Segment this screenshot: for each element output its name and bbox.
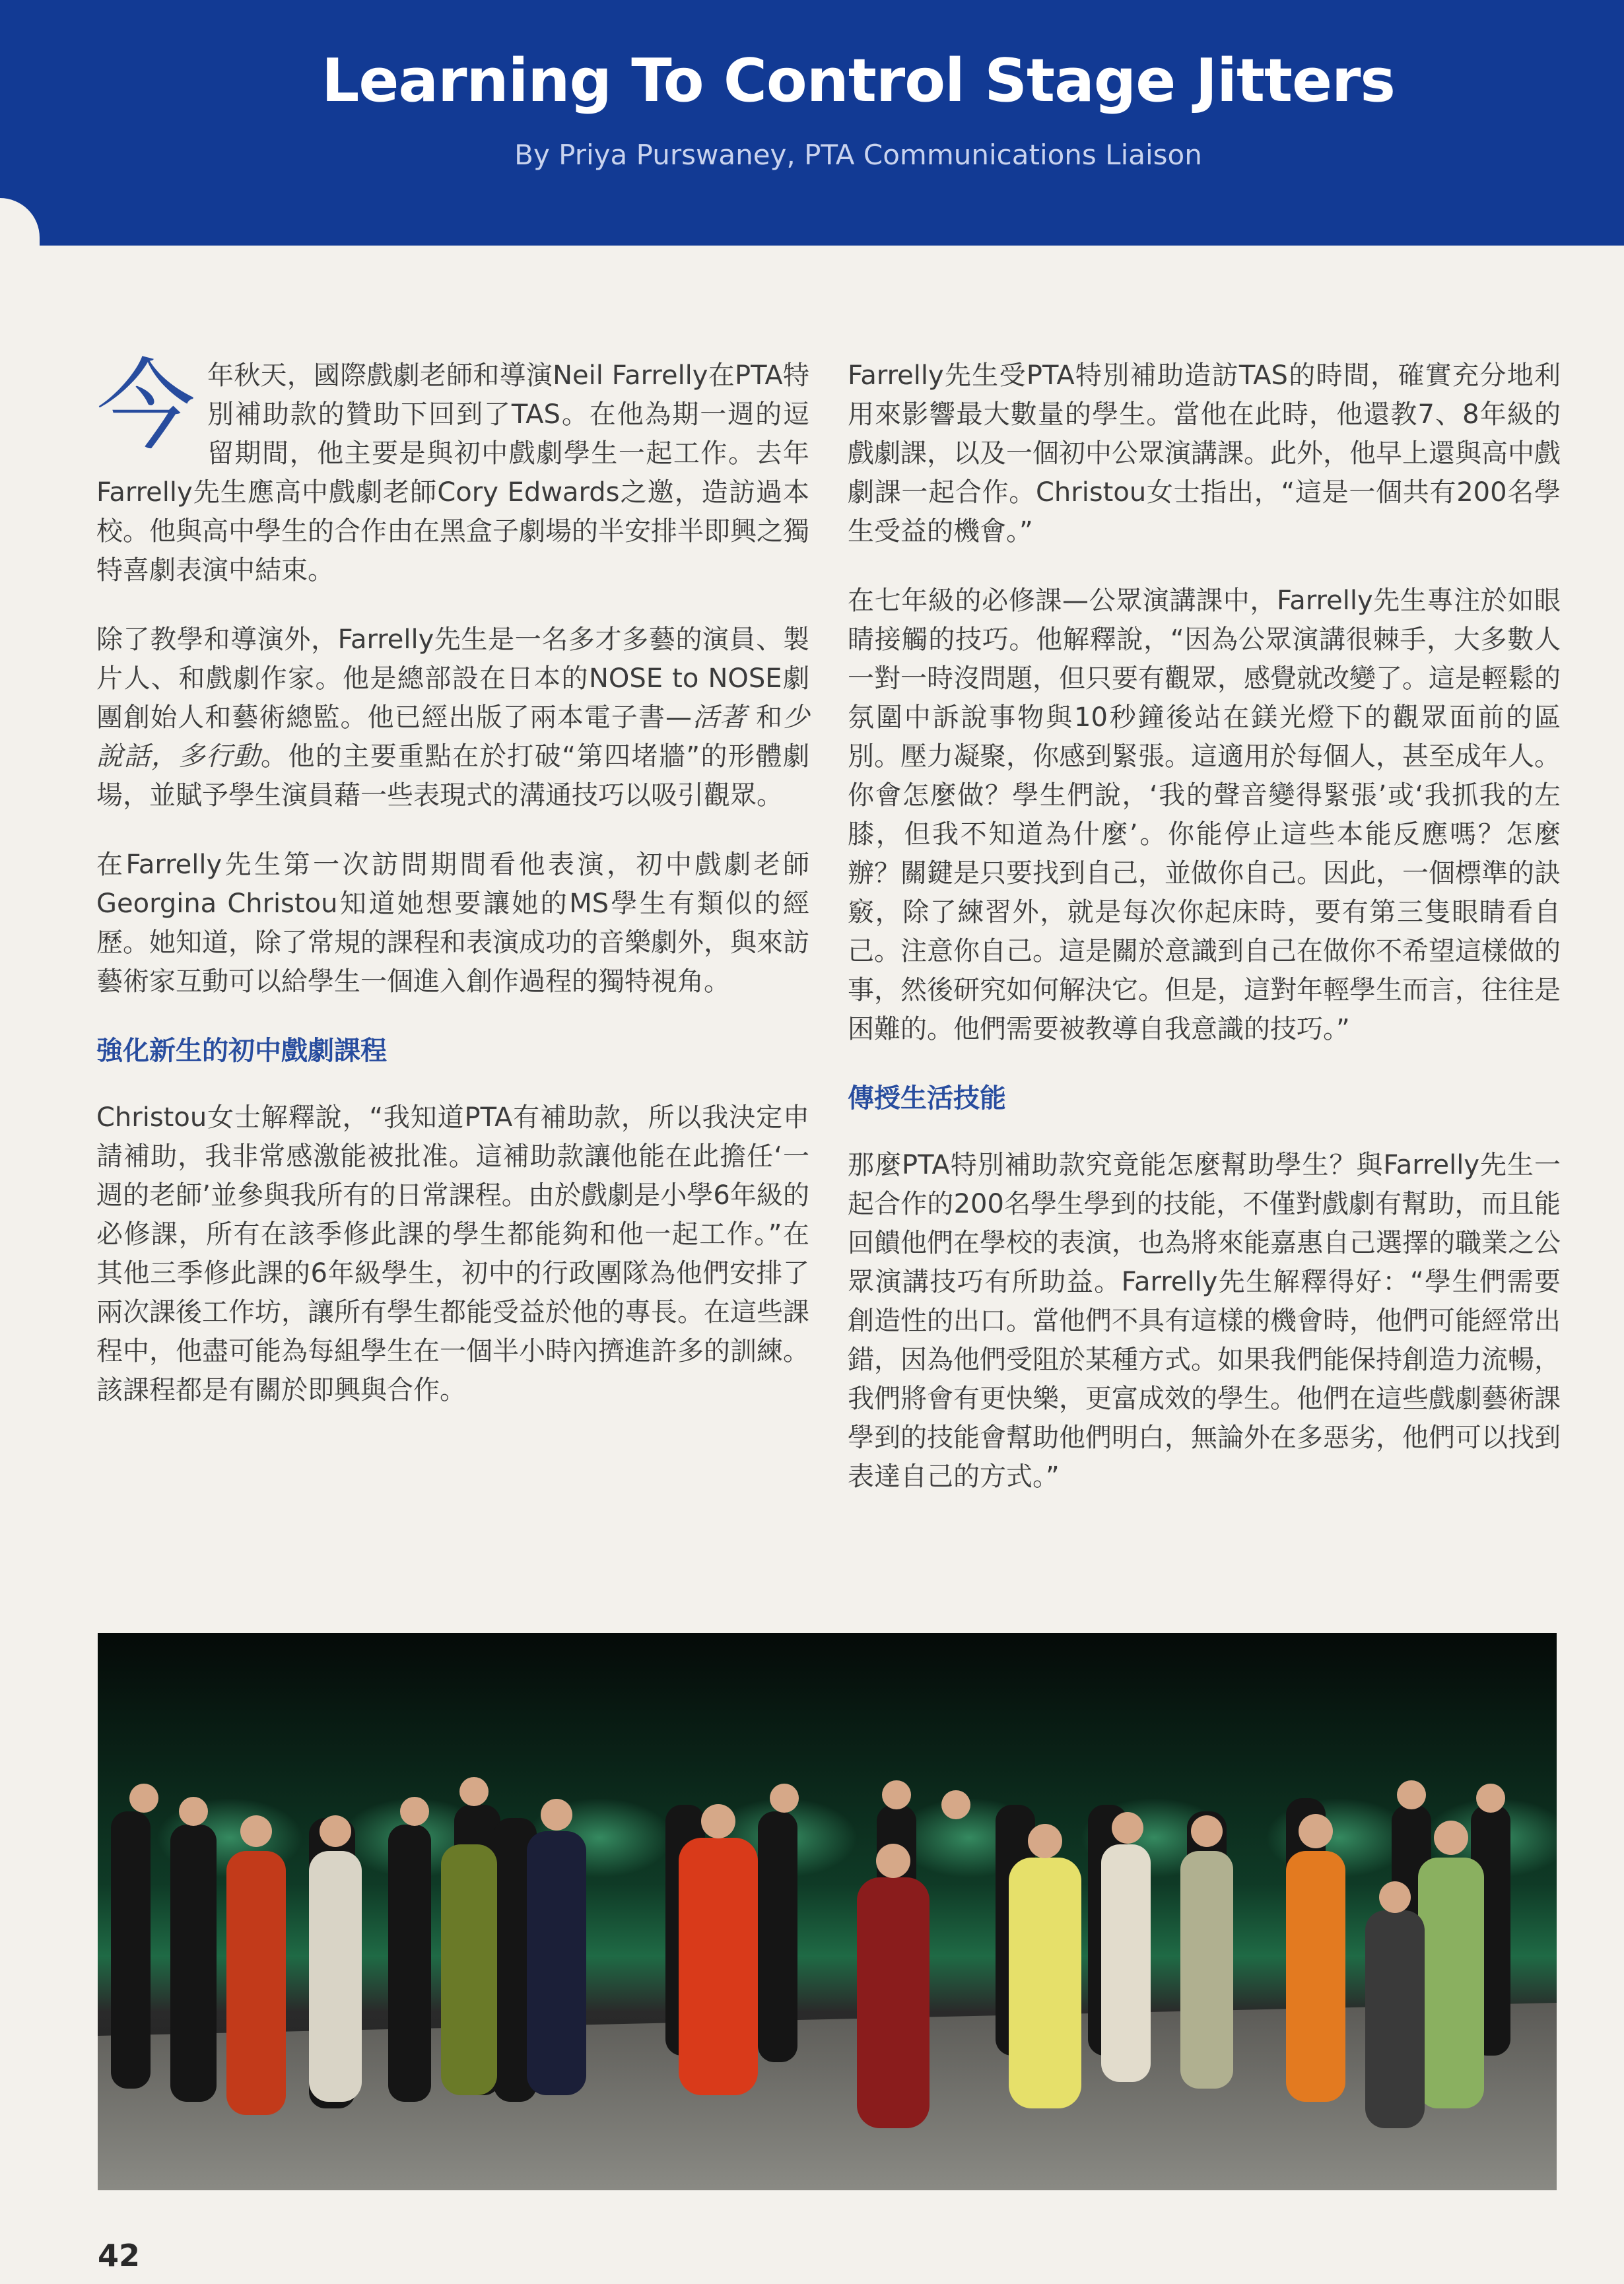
intro-text: 年秋天，國際戲劇老師和導演Neil Farrelly在PTA特別補助款的贊助下回到了TAS。在他為期一週的逗留期間，他主要是與初中戲劇學生一起工作。去年Farrelly先生應高中戲劇老師Cory Edwards之邀，造訪過本校。他與高中學生的合作由在黑盒子劇場的半安排半即興之獨特喜劇表演中結束。 [96,360,809,586]
intro-paragraph [96,349,809,590]
bio-paragraph [96,621,809,815]
christou-paragraph: Christou女士解釋說，“我知道PTA有補助款，所以我決定申請補助，我非常感激能被批准。這補助款讓他能在此擔任‘一週的老師’並參與我所有的日常課程。由於戲劇是小學6年級的必修課，所有在該季修此課的學生都能夠和他一起工作。”在其他三季修此課的6年級學生，初中的行政團隊為他們安排了兩次課後工作坊，讓所有學生都能受益於他的專長。在這些課程中，他盡可能為每組學生在一個半小時內擠進許多的訓練。該課程都是有關於即興與合作。 [96,1102,809,1405]
stage-performance-photo [98,1633,1557,2190]
byline: By Priya Purswaney, PTA Communications Liaison [514,139,1202,171]
bio-text-c: 。他的主要重點在於打破“第四堵牆”的形體劇場，並賦予學生演員藉一些表現式的溝通技巧以吸引觀眾。 [96,741,810,811]
book-title-1: 活著 [692,702,747,733]
drop-cap: 今 [96,349,196,464]
page-number: 42 [98,2238,141,2273]
life-skills-paragraph: 那麼PTA特別補助款究竟能怎麼幫助學生？與Farrelly先生一起合作的200名學生學到的技能，不僅對戲劇有幫助，而且能回饋他們在學校的表演，也為將來能嘉惠自己選擇的職業之公眾演講技巧有所助益。Farrelly先生解釋得好：“學生們需要創造性的出口。當他們不具有這樣的機會時，他們可能經常出錯，因為他們受阻於某種方式。如果我們能保持創造力流暢，我們將會有更快樂，更富成效的學生。他們在這些戲劇藝術課學到的技能會幫助他們明白，無論外在多惡劣，他們可以找到表達自己的方式。” [848,1150,1561,1492]
article-title: Learning To Control Stage Jitters [321,46,1395,116]
public-speaking-paragraph: 在七年級的必修課—公眾演講課中，Farrelly先生專注於如眼睛接觸的技巧。他解釋說，“因為公眾演講很棘手，大多數人一對一時沒問題，但只要有觀眾，感覺就改變了。這是輕鬆的氛圍中訴說事物與10秒鐘後站在鎂光燈下的觀眾面前的區別。壓力凝聚，你感到緊張。這適用於每個人，甚至成年人。你會怎麼做？學生們說，‘我的聲音變得緊張’或‘我抓我的左膝，但我不知道為什麼’。你能停止這些本能反應嗎？怎麼辦？關鍵是只要找到自己，並做你自己。因此，一個標準的訣竅，除了練習外，就是每次你起床時，要有第三隻眼睛看自己。注意你自己。這是關於意識到自己在做你不希望這樣做的事，然後研究如何解決它。但是，這對年輕學生而言，往往是困難的。他們需要被教導自我意識的技巧。” [848,586,1561,1044]
bio-text-b: 和 [747,702,784,733]
header-band [0,0,1624,246]
subheading-ms-drama: 強化新生的初中戲劇課程 [96,1036,387,1066]
subheading-life-skills: 傳授生活技能 [848,1083,1006,1114]
book-title-2: 少說話，多行動 [96,702,810,772]
bio-text-a: 除了教學和導演外，Farrelly先生是一名多才多藝的演員、製片人、和戲劇作家。他是總部設在日本的NOSE to NOSE劇團創始人和藝術總監。他已經出版了兩本電子書— [96,624,809,733]
grant-paragraph: Farrelly先生受PTA特別補助造訪TAS的時間，確實充分地利用來影響最大數量的學生。當他在此時，他還教7、8年級的戲劇課，以及一個初中公眾演講課。此外，他早上還與高中戲劇課一起合作。Christou女士指出，“這是一個共有200名學生受益的機會。” [848,360,1561,547]
right-column [848,356,1561,1527]
visit-paragraph: 在Farrelly先生第一次訪問期間看他表演，初中戲劇老師Georgina Christou知道她想要讓她的MS學生有類似的經歷。她知道，除了常規的課程和表演成功的音樂劇外，與來訪藝術家互動可以給學生一個進入創作過程的獨特視角。 [96,850,809,997]
left-column [96,349,810,1440]
stage-photo-illustration [98,1633,1557,2190]
